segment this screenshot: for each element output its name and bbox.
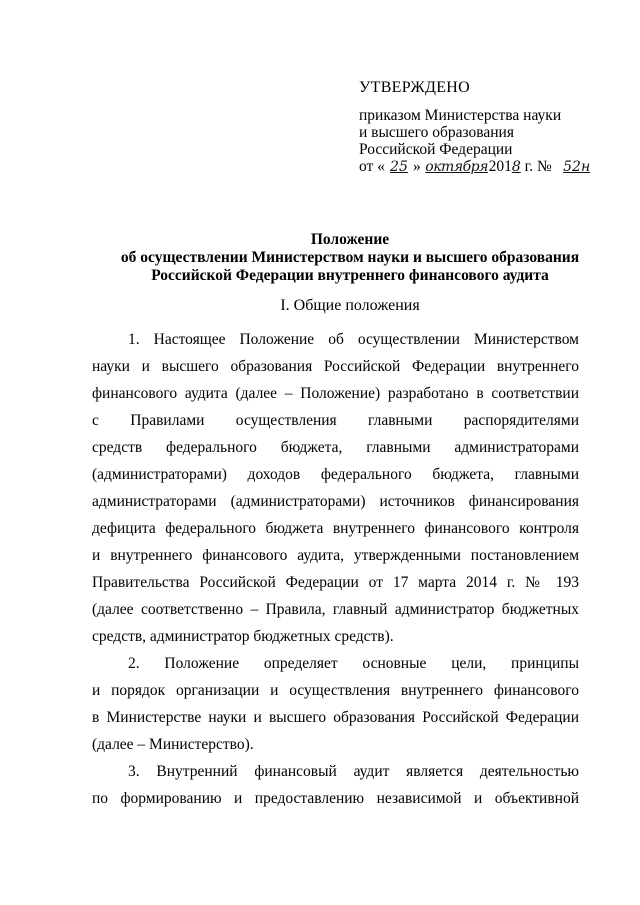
order-line-3: Российской Федерации (359, 141, 513, 158)
paragraph-line: администраторами (администраторами) источников финансирования (92, 493, 579, 510)
handwritten-order-number: 52н (563, 159, 591, 175)
paragraph-line: 2. Положение определяет основные цели, принципы (128, 655, 579, 672)
handwritten-month: октября (425, 159, 488, 175)
paragraph-line: (далее соответственно – Правила, главный администратор бюджетных (92, 601, 579, 618)
paragraph-line: финансового аудита (далее – Положение) разработано в соответствии (92, 385, 579, 402)
paragraph-line: средств федерального бюджета, главными администраторами (92, 439, 579, 456)
order-line-2: и высшего образования (359, 124, 514, 141)
date-prefix: от « (359, 158, 385, 175)
paragraph-line: с Правилами осуществления главными распорядителями (92, 412, 579, 429)
paragraph-line: 1. Настоящее Положение об осуществлении Министерством (128, 331, 579, 348)
paragraph-line: и порядок организации и осуществления внутреннего финансового (92, 682, 579, 699)
paragraph-line: средств, администратор бюджетных средств). (92, 628, 394, 645)
title-line-3: Российской Федерации внутреннего финансового аудита (151, 267, 549, 284)
paragraph-line: по формированию и предоставлению независимой и объективной (92, 790, 579, 807)
paragraph-line: Правительства Российской Федерации от 17 марта 2014 г. № 193 (92, 574, 579, 591)
paragraph-line: 3. Внутренний финансовый аудит является деятельностью (128, 763, 579, 780)
paragraph-line: (далее – Министерство). (92, 736, 254, 753)
paragraph-line: науки и высшего образования Российской Федерации внутреннего (92, 358, 579, 375)
approved-label: УТВЕРЖДЕНО (359, 79, 471, 96)
approval-block (359, 79, 619, 176)
order-line-1: приказом Министерства науки (359, 107, 562, 124)
paragraph-line: дефицита федерального бюджета внутреннего финансового контроля (92, 520, 579, 537)
date-year-prefix: 201 (488, 158, 512, 175)
paragraph-3 (92, 758, 579, 812)
section-heading: I. Общие положения (280, 297, 420, 314)
title-line-2: об осуществлении Министерством науки и высшего образования (120, 249, 580, 266)
paragraph-1 (92, 326, 579, 650)
title-line-1: Положение (310, 231, 390, 248)
document-title (100, 231, 600, 285)
handwritten-day: 25 (390, 159, 408, 175)
date-mid: » (412, 158, 425, 175)
paragraph-2 (92, 650, 579, 758)
order-date-line (359, 158, 619, 176)
date-year-suffix: г. № (520, 158, 556, 175)
paragraph-line: (администраторами) доходов федерального бюджета, главными (92, 466, 579, 483)
paragraph-line: и внутреннего финансового аудита, утвержденными постановлением (92, 547, 579, 564)
paragraph-line: в Министерстве науки и высшего образования Российской Федерации (92, 709, 579, 726)
handwritten-year-digit: 8 (511, 159, 521, 175)
